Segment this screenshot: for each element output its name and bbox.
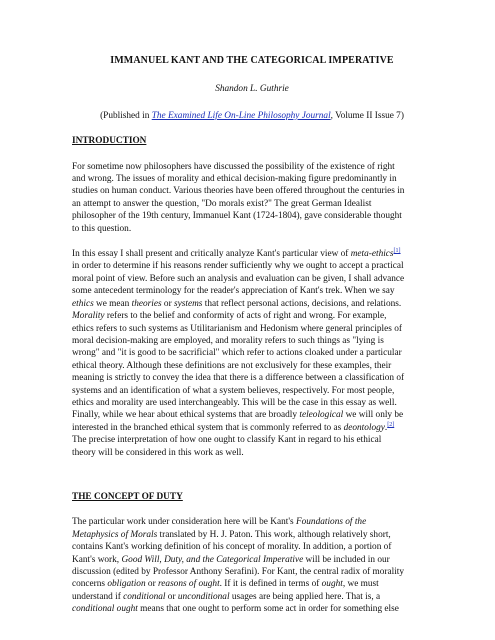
publication-note: (Published in The Examined Life On-Line Philosophy Journal, Volume II Issue 7) (100, 110, 404, 121)
document-page (72, 55, 432, 629)
section-heading-introduction: INTRODUCTION (72, 136, 147, 147)
duty-paragraph-1: The particular work under consideration here will be Kant's Foundations of the Metaphysics of Morals translated by H. J. Paton. This work, although relatively short, contains Kant's working definition of his concept of morality. In addition, a portion of Kant's work, Good Will, Duty, and the Categorical Imperative will be included in our discussion (edited by Professor Anthony Serafini). For Kant, the central radix of morality concerns obligation or reasons of ought. If it is defined in terms of ought, we must understand if conditional or unconditional usages are being applied here. That is, a conditional ought means that one ought to perform some act in order for something else (72, 517, 405, 615)
document-title: IMMANUEL KANT AND THE CATEGORICAL IMPERATIVE (110, 55, 394, 66)
intro-paragraph-2: In this essay I shall present and critically analyze Kant's particular view of meta-ethics[1] in order to determine if his reasons render sufficiently why we ought to accept a practical moral point of view. Before such an analysis and evaluation can be given, I shall advance some antecedent terminology for the reader's appreciation of Kant's trek. When we say ethics we mean theories or systems that reflect personal actions, decisions, and relations. Morality refers to the belief and conformity of acts of right and wrong. For example, ethics refers to such systems as Utilitarianism and Hedonism where general principles of moral decision-making are employed, and morality refers to such things as "lying is wrong" and "it is good to be sacrificial" which refer to actions cloaked under a particular ethical theory. Although these definitions are not exclusively for these examples, their meaning is strictly to convey the idea that there is a difference between a classification of systems and an identification of what a system believes, respectively. For most people, ethics and morality are used interchangeably. This will be the case in this essay as well. Finally, while we hear about ethical systems that are broadly teleological we will only be interested in the branched ethical system that is commonly referred to as deontology.[2] The precise interpretation of how one ought to classify Kant in regard to his ethical theory will be considered in this work as well. (72, 247, 405, 458)
author-name: Shandon L. Guthrie (215, 84, 289, 95)
section-heading-duty: THE CONCEPT OF DUTY (72, 491, 183, 502)
section-spacer (72, 472, 432, 491)
footnote-link-2[interactable]: [2] (387, 421, 395, 428)
journal-link[interactable]: The Examined Life On-Line Philosophy Journal (151, 110, 331, 121)
footnote-link-1[interactable]: [1] (393, 247, 401, 254)
intro-paragraph-1: For sometime now philosophers have discussed the possibility of the existence of right and wrong. The issues of morality and ethical decision-making figure predominantly in studies on human conduct. Various theories have been offered throughout the centuries in an attempt to answer the question, "Do morals exist?" The great German Idealist philosopher of the 19th century, Immanuel Kant (1724-1804), gave considerable thought to this question. (72, 161, 405, 234)
